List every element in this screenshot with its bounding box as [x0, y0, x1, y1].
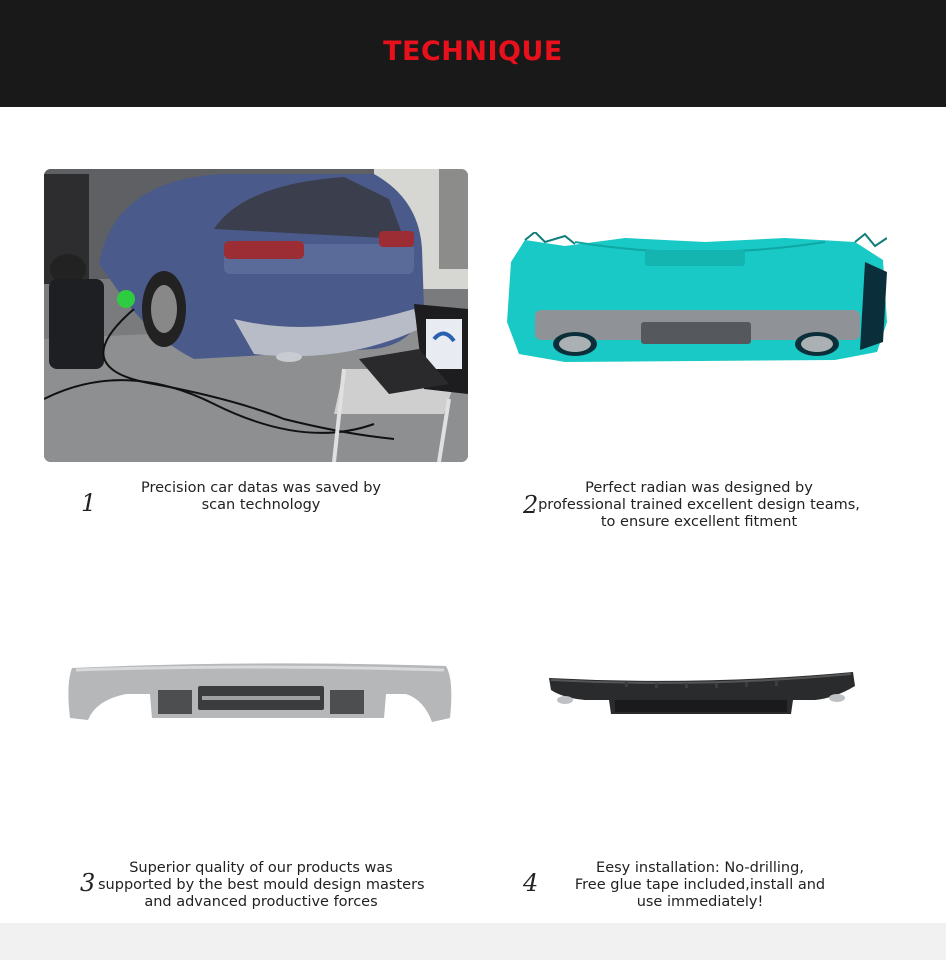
caption-line: Eesy installation: No-drilling, — [596, 860, 804, 876]
scan-model-image — [505, 232, 887, 372]
step-caption-2 — [538, 480, 860, 531]
step-number-3: 3 — [80, 869, 96, 897]
caption-line: use immediately! — [636, 894, 764, 910]
footer-band — [0, 923, 946, 960]
scan-photo — [44, 169, 468, 462]
caption-line: supported by the best mould design masters — [98, 877, 425, 893]
caption-line: professional trained excellent design teams, — [538, 497, 860, 513]
installed-diffuser-image — [545, 668, 857, 720]
step-number-4: 4 — [523, 869, 539, 897]
caption-line: Perfect radian was designed by — [585, 480, 813, 496]
step-caption-4 — [570, 860, 830, 911]
step-caption-1 — [130, 480, 392, 514]
caption-line: and advanced productive forces — [144, 894, 378, 910]
caption-line: to ensure excellent fitment — [600, 514, 798, 530]
diffuser-part-image — [66, 660, 454, 724]
step-caption-3 — [98, 860, 424, 911]
caption-line: Superior quality of our products was — [129, 860, 393, 876]
caption-line: scan technology — [201, 497, 321, 513]
step-number-2: 2 — [523, 491, 539, 519]
step-number-1: 1 — [81, 489, 97, 517]
caption-line: Free glue tape included,install and — [574, 877, 826, 893]
page-header — [0, 0, 946, 107]
page-title: TECHNIQUE — [383, 36, 563, 67]
caption-line: Precision car datas was saved by — [140, 480, 381, 496]
